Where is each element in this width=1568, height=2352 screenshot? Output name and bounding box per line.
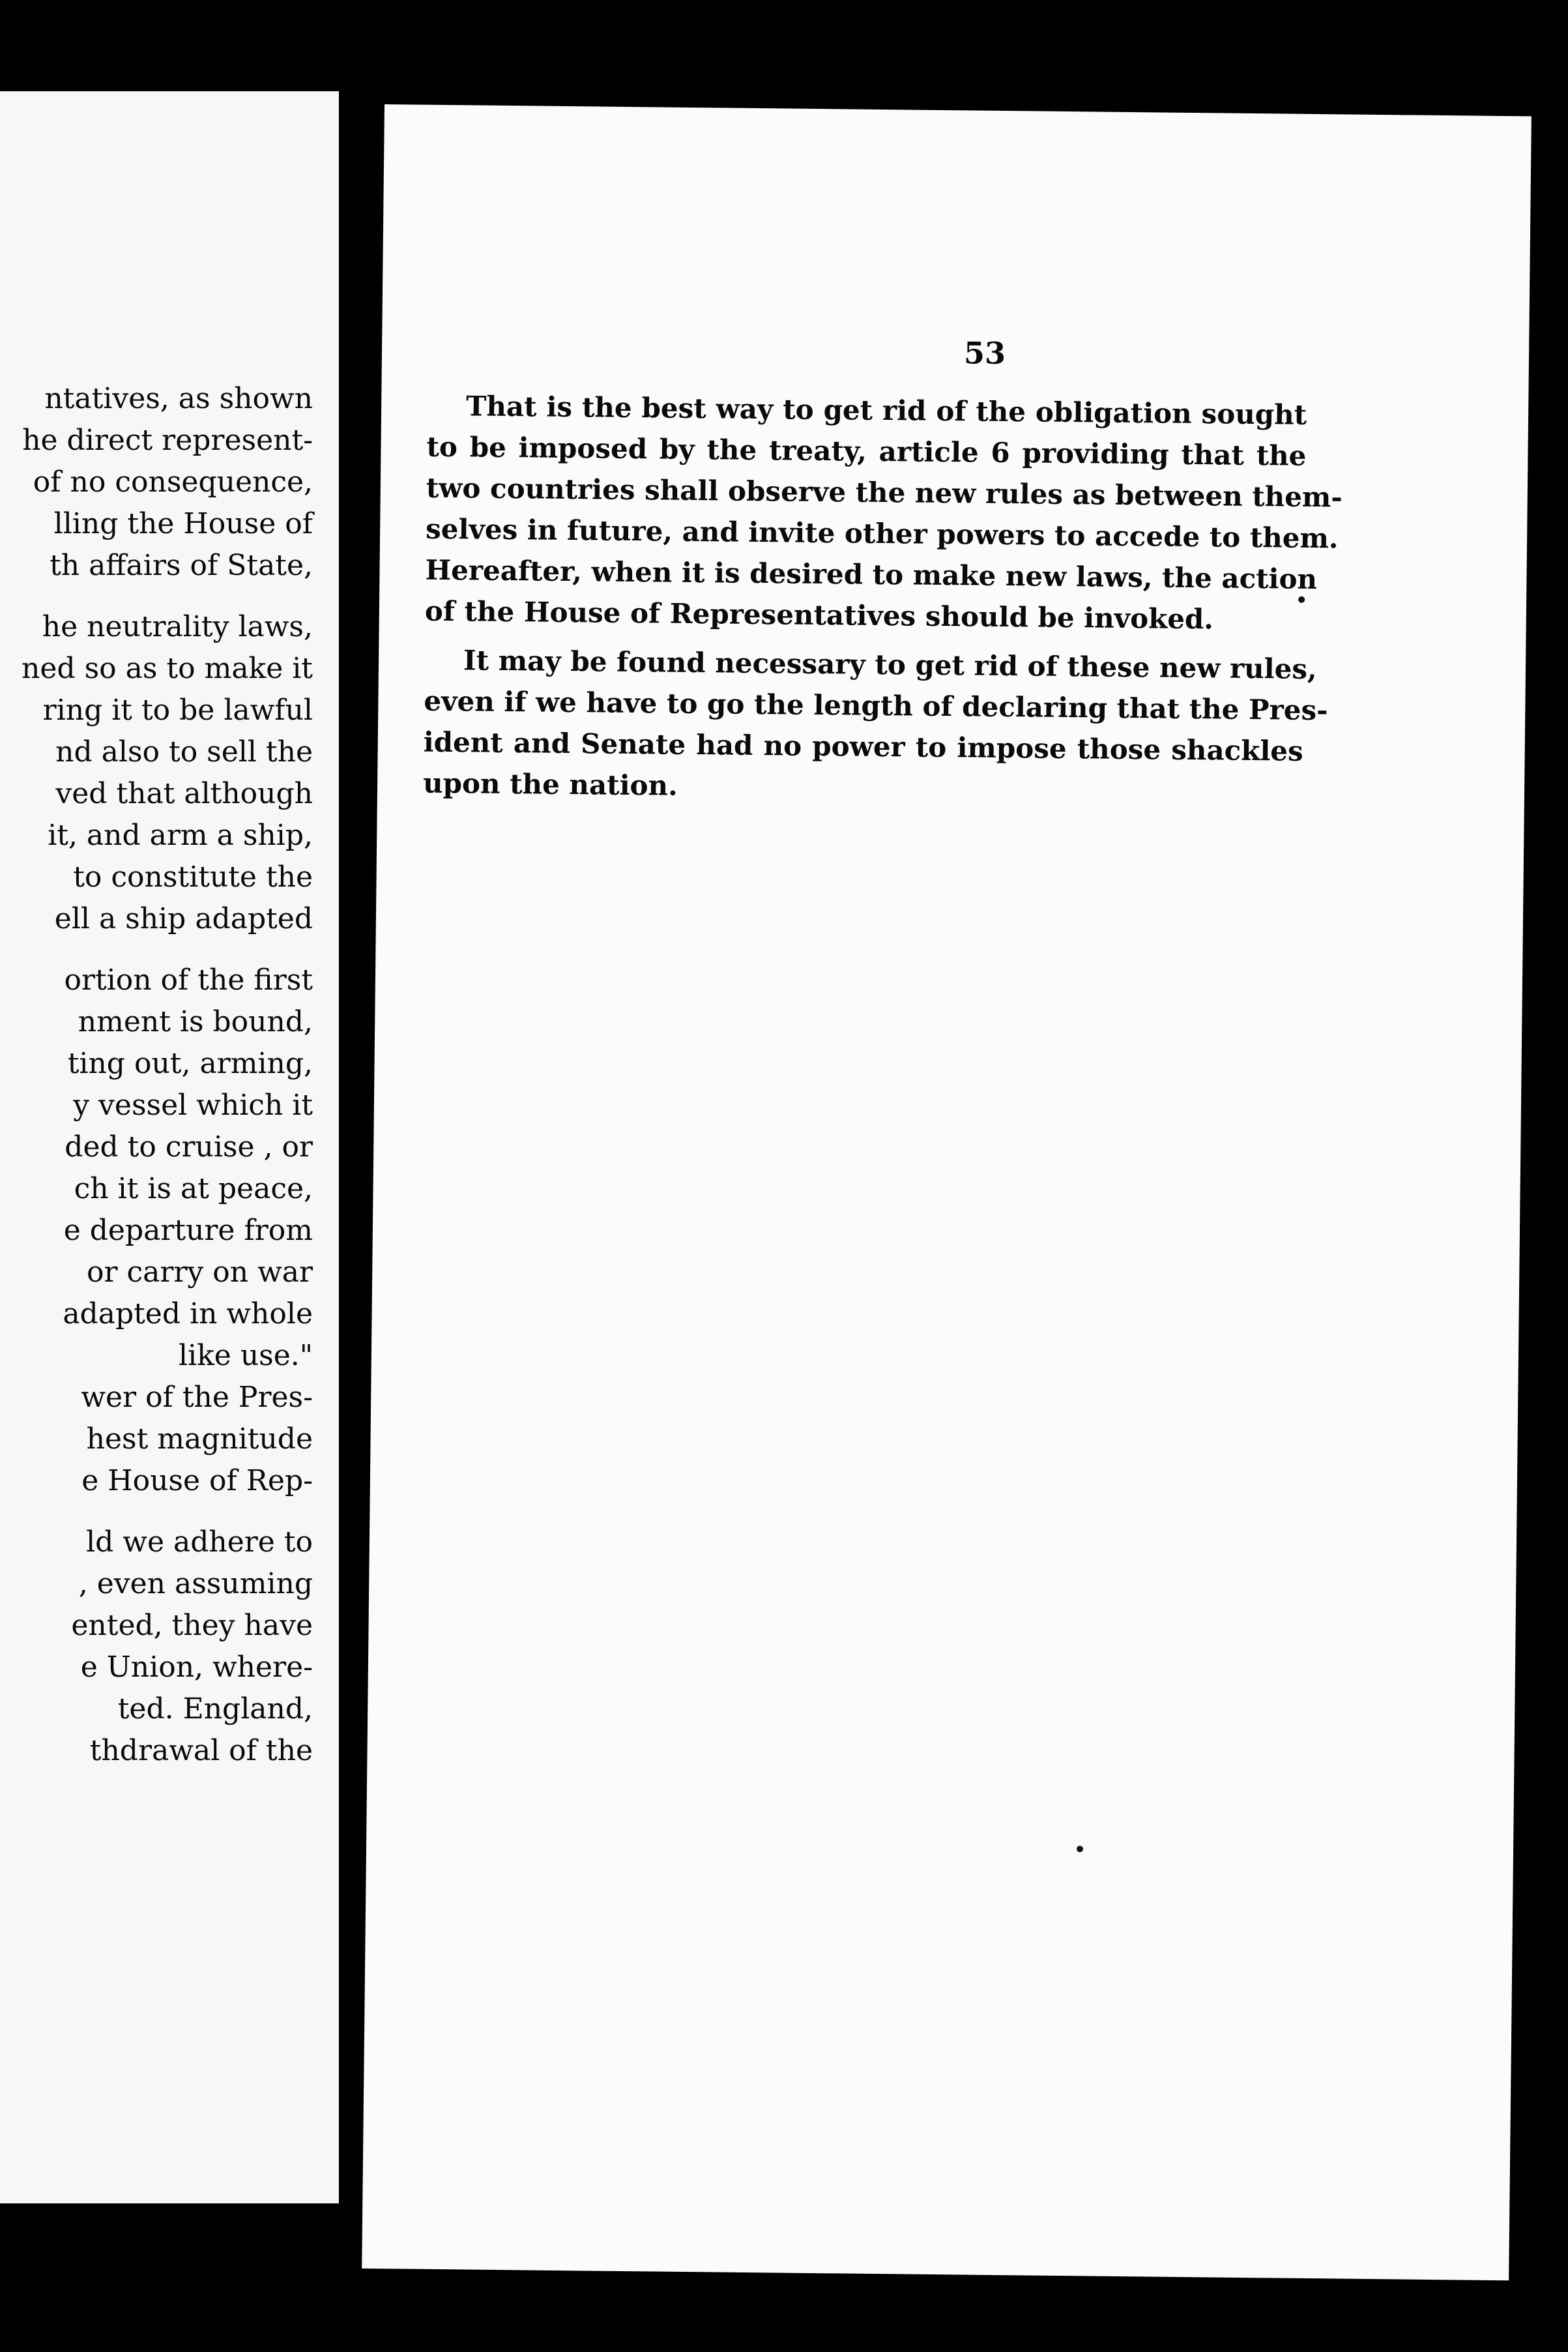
- left-line: it, and arm a ship,: [48, 819, 313, 852]
- left-line: nd also to sell the: [55, 735, 313, 769]
- left-line: ortion of the first: [64, 963, 313, 997]
- text-line: Hereafter, when it is desired to make new laws, the action: [425, 553, 1318, 596]
- left-line: ned so as to make it: [22, 652, 313, 685]
- left-line: e departure from: [63, 1214, 313, 1247]
- left-line: ved that although: [55, 777, 313, 810]
- left-line: he direct represent-: [22, 424, 313, 457]
- left-line: wer of the Pres-: [81, 1381, 313, 1414]
- left-line: e Union, where-: [80, 1651, 313, 1684]
- left-line: ded to cruise , or: [65, 1130, 313, 1164]
- paragraph: [422, 639, 1328, 813]
- left-line: or carry on war: [86, 1256, 313, 1289]
- left-line: lling the House of: [53, 507, 313, 540]
- left-line: adapted in whole: [63, 1297, 313, 1330]
- text-line: selves in future, and invite other powers to accede to them.: [425, 512, 1339, 555]
- page-body: [422, 385, 1343, 821]
- left-line: ting out, arming,: [67, 1047, 313, 1080]
- text-line: even if we have to go the length of declaring that the Pres-: [424, 684, 1328, 727]
- text-line: two countries shall observe the new rules as between them-: [426, 471, 1343, 514]
- left-line: y vessel which it: [73, 1089, 313, 1122]
- text-line: upon the nation.: [422, 767, 678, 802]
- left-line: ch it is at peace,: [74, 1172, 313, 1205]
- print-speck: [1298, 596, 1305, 603]
- print-speck: [1077, 1845, 1083, 1852]
- left-line: thdrawal of the: [89, 1734, 313, 1767]
- left-line: he neutrality laws,: [42, 610, 313, 643]
- left-line: like use.": [178, 1339, 313, 1372]
- text-line: to be imposed by the treaty, article 6 providing that the: [426, 430, 1307, 472]
- left-line: hest magnitude: [86, 1422, 313, 1456]
- left-line: , even assuming: [78, 1567, 313, 1600]
- left-facing-page: [0, 91, 339, 2203]
- left-line: ring it to be lawful: [42, 694, 313, 727]
- text-line: ident and Senate had no power to impose those shackles: [423, 726, 1303, 767]
- right-page: [362, 104, 1532, 2280]
- left-line: e House of Rep-: [81, 1464, 313, 1497]
- text-line: of the House of Representatives should be invoked.: [424, 595, 1214, 636]
- text-line: It may be found necessary to get rid of these new rules,: [463, 644, 1317, 686]
- left-line: ntatives, as shown: [44, 382, 313, 415]
- left-line: th affairs of State,: [50, 549, 313, 582]
- left-line: nment is bound,: [78, 1005, 313, 1038]
- left-line: ld we adhere to: [86, 1525, 313, 1559]
- paragraph: [424, 385, 1343, 641]
- left-page-text: [0, 378, 313, 1772]
- left-line: to constitute the: [73, 860, 313, 894]
- text-line: That is the best way to get rid of the obligation sought: [465, 390, 1307, 431]
- left-line: of no consequence,: [33, 465, 313, 499]
- left-line: ted. England,: [117, 1692, 313, 1726]
- page-number: 53: [963, 335, 1006, 371]
- left-line: ented, they have: [71, 1609, 313, 1642]
- left-line: ell a ship adapted: [54, 902, 313, 935]
